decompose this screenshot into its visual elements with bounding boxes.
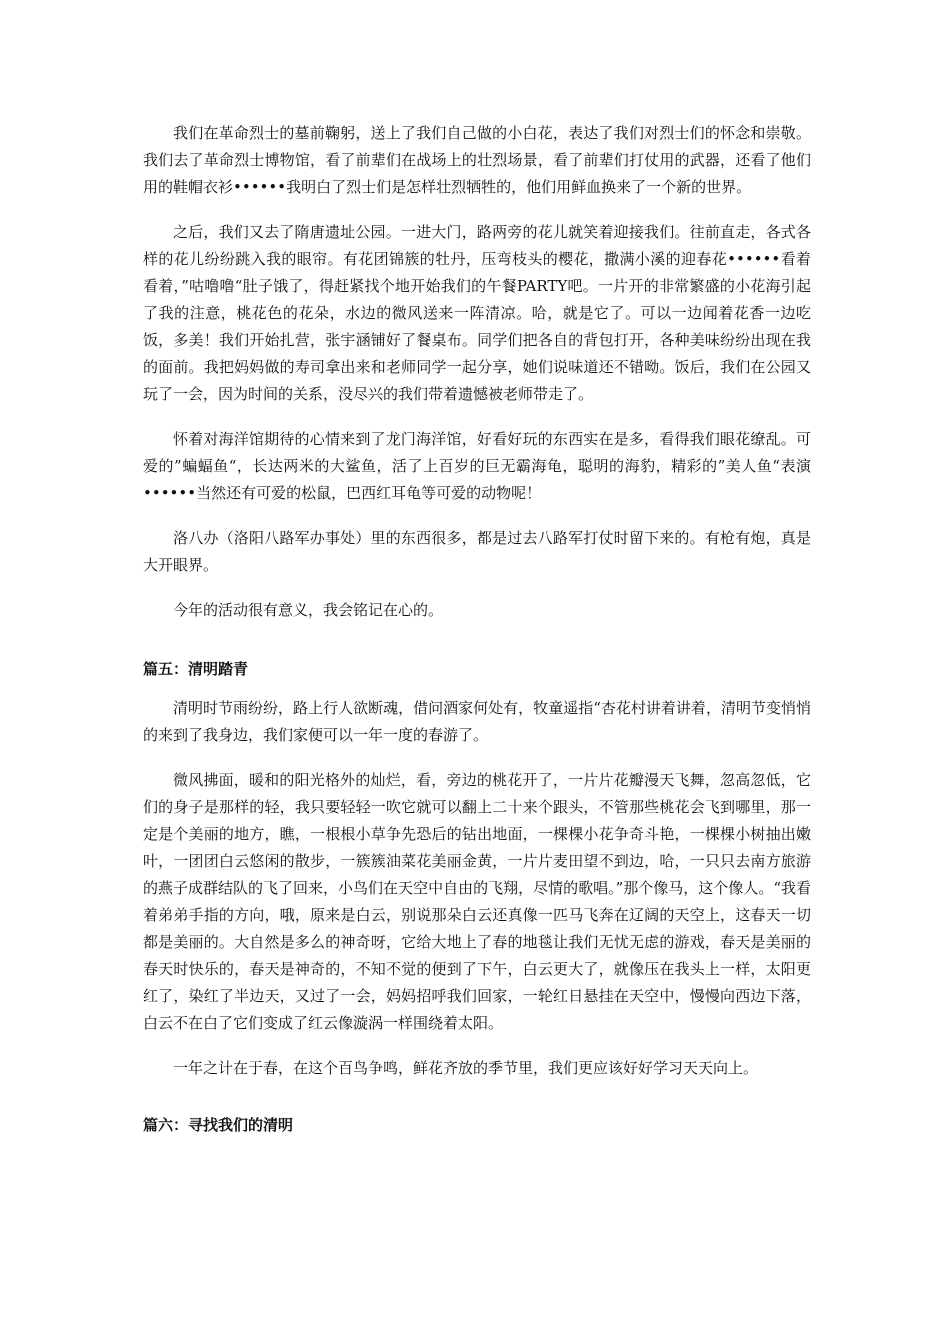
paragraph-martyrs-tomb: 我们在革命烈士的墓前鞠躬，送上了我们自己做的小白花，表达了我们对烈士们的怀念和崇敬。我们去了革命烈士博物馆，看了前辈们在战场上的壮烈场景，看了前辈们打仗用的武器，还看了他们用的鞋帽衣衫••••••我明白了烈士们是怎样壮烈牺牲的，他们用鲜血换来了一个新的世界。: [143, 124, 811, 196]
document-page: [143, 120, 811, 1139]
paragraph-qingming-intro: 清明时节雨纷纷，路上行人欲断魂，借问酒家何处有，牧童遥指“杏花村讲着讲着，清明节变悄悄的来到了我身边，我们家便可以一年一度的春游了。: [143, 699, 811, 744]
paragraph-spring-conclusion: 一年之计在于春，在这个百鸟争鸣，鲜花齐放的季节里，我们更应该好好学习天天向上。: [173, 1059, 759, 1077]
paragraph-spring-scene: 微风拂面，暖和的阳光格外的灿烂，看，旁边的桃花开了，一片片花瓣漫天飞舞，忽高忽低，它们的身子是那样的轻，我只要轻轻一吹它就可以翻上二十来个跟头，不管那些桃花会飞到哪里，那一定是个美丽的地方，瞧，一根根小草争先恐后的钻出地面，一棵棵小花争奇斗艳，一棵棵小树抽出嫩叶，一团团白云悠闲的散步，一簇簇油菜花美丽金黄，一片片麦田望不到边，哈，一只只去南方旅游的燕子成群结队的飞了回来，小鸟们在天空中自由的飞翔，尽情的歌唱。”那个像马，这个像人。“我看着弟弟手指的方向，哦，原来是白云，别说那朵白云还真像一匹马飞奔在辽阔的天空上，这春天一切都是美丽的。大自然是多么的神奇呀，它给大地上了春的地毯让我们无忧无虑的游戏，春天是美丽的春天时快乐的，春天是神奇的，不知不觉的便到了下午，白云更大了，就像压在我头上一样，太阳更红了，染红了半边天，又过了一会，妈妈招呼我们回家，一轮红日悬挂在天空中，慢慢向西边下落，白云不在白了它们变成了红云像漩涡一样围绕着太阳。: [143, 771, 811, 1032]
section-five-title: 篇五：清明踏青: [143, 660, 249, 678]
paragraph-conclusion: 今年的活动很有意义，我会铭记在心的。: [173, 601, 444, 619]
paragraph-sui-tang-park: 之后，我们又去了隋唐遗址公园。一进大门，路两旁的花儿就笑着迎接我们。往前直走，各式各样的花儿纷纷跳入我的眼帘。有花团锦簇的牡丹，压弯枝头的樱花，撒满小溪的迎春花••••••看着看着，”咕噜噜“肚子饿了，得赶紧找个地开始我们的午餐PARTY吧。一片开的非常繁盛的小花海引起了我的注意，桃花色的花朵，水边的微风送来一阵清凉。哈，就是它了。可以一边闻着花香一边吃饭，多美！我们开始扎营，张宇涵铺好了餐桌布。同学们把各自的背包打开，各种美味纷纷出现在我的面前。我把妈妈做的寿司拿出来和老师同学一起分享，她们说味道还不错呦。饭后，我们在公园又玩了一会，因为时间的关系，没尽兴的我们带着遗憾被老师带走了。: [143, 223, 811, 403]
paragraph-aquarium: 怀着对海洋馆期待的心情来到了龙门海洋馆，好看好玩的东西实在是多，看得我们眼花缭乱。可爱的”蝙蝠鱼“，长达两米的大鲨鱼，活了上百岁的巨无霸海龟，聪明的海豹，精彩的”美人鱼“表演••••••当然还有可爱的松鼠，巴西红耳龟等可爱的动物呢！: [143, 430, 811, 502]
paragraph-eighth-route-office: 洛八办（洛阳八路军办事处）里的东西很多，都是过去八路军打仗时留下来的。有枪有炮，真是大开眼界。: [143, 529, 811, 574]
section-six-title: 篇六：寻找我们的清明: [143, 1116, 294, 1134]
